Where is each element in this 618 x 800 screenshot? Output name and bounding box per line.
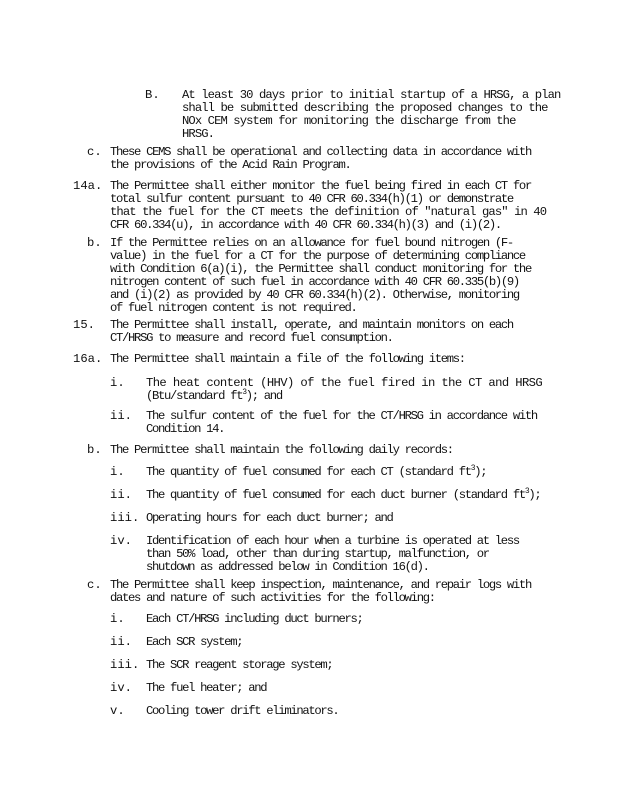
item-label: 14a. [73, 179, 103, 193]
text-line: Condition 14. [146, 422, 225, 436]
item-label: iv. [110, 681, 132, 695]
text-line: The Permittee shall either monitor the fuel being fired in each CT for [110, 179, 531, 193]
text-line: Cooling tower drift eliminators. [146, 704, 339, 718]
text-line: Each CT/HRSG including duct burners; [146, 612, 363, 626]
text-fragment: (Btu/standard $ft^3$); and [146, 388, 282, 403]
item-label: i. [110, 612, 125, 626]
item-label: c. [87, 578, 102, 592]
item-label: ii. [110, 488, 132, 502]
text-line: shutdown as addressed below in Condition 16(d). [146, 560, 429, 574]
text-line: of fuel nitrogen content is not required. [110, 301, 357, 315]
item-label: i. [110, 376, 125, 390]
text-line: nitrogen content of such fuel in accordance with 40 CFR 60.335(b)(9) [110, 275, 519, 289]
text-line [146, 489, 540, 503]
text-line: The heat content (HHV) of the fuel fired in the CT and HRSG [146, 376, 543, 390]
item-label: 16a. [73, 352, 103, 366]
text-line: Each SCR system; [146, 635, 243, 649]
text-line: CT/HRSG to measure and record fuel consumption. [110, 331, 393, 345]
item-label: c. [87, 145, 102, 159]
text-line: NOx CEM system for monitoring the discharge from the [182, 114, 516, 128]
item-label: iii. [110, 511, 140, 525]
item-label: i. [110, 465, 125, 479]
text-line [146, 390, 282, 404]
text-line: The Permittee shall keep inspection, maintenance, and repair logs with [110, 578, 531, 592]
text-line: Operating hours for each duct burner; and [146, 511, 393, 525]
text-line: dates and nature of such activities for the following: [110, 591, 435, 605]
text-line: These CEMS shall be operational and collecting data in accordance with [110, 145, 531, 159]
text-line: The sulfur content of the fuel for the CT/HRSG in accordance with [146, 409, 537, 423]
text-line: value) in the fuel for a CT for the purpose of determining compliance [110, 249, 525, 263]
text-line: The fuel heater; and [146, 681, 267, 695]
item-label: b. [87, 443, 102, 457]
text-line: CFR 60.334(u), in accordance with 40 CFR 60.334(h)(3) and (i)(2). [110, 218, 501, 232]
item-label: iii. [110, 658, 140, 672]
text-line: with Condition 6(a)(i), the Permittee shall conduct monitoring for the [110, 262, 531, 276]
item-label: B. [145, 88, 160, 102]
text-line: The Permittee shall maintain the following daily records: [110, 443, 453, 457]
item-label: ii. [110, 635, 132, 649]
text-fragment: The quantity of fuel consumed for each duct burner (standard $ft^3$); [146, 487, 541, 502]
text-line: At least 30 days prior to initial startup of a HRSG, a plan [182, 88, 561, 102]
text-line: HRSG. [182, 127, 215, 141]
text-line: The SCR reagent storage system; [146, 658, 333, 672]
text-fragment: The quantity of fuel consumed for each CT (standard $ft^3$); [146, 464, 487, 479]
text-line: that the fuel for the CT meets the definition of "natural gas" in 40 [110, 205, 547, 219]
text-line: than 50% load, other than during startup, malfunction, or [146, 547, 489, 561]
item-label: ii. [110, 409, 132, 423]
item-label: iv. [110, 534, 132, 548]
text-line: total sulfur content pursuant to 40 CFR 60.334(h)(1) or demonstrate [110, 192, 513, 206]
text-line: Identification of each hour when a turbine is operated at less [146, 534, 519, 548]
text-line: The Permittee shall install, operate, and maintain monitors on each [110, 318, 513, 332]
text-line: shall be submitted describing the proposed changes to the [182, 101, 548, 115]
item-label: v. [110, 704, 125, 718]
item-label: 15. [73, 318, 95, 332]
item-label: b. [87, 236, 102, 250]
text-line: the provisions of the Acid Rain Program. [110, 158, 351, 172]
text-line: The Permittee shall maintain a file of the following items: [110, 352, 465, 366]
text-line [146, 466, 486, 480]
text-line: and (i)(2) as provided by 40 CFR 60.334(h)(2). Otherwise, monitoring [110, 288, 519, 302]
text-line: If the Permittee relies on an allowance for fuel bound nitrogen (F- [110, 236, 513, 250]
